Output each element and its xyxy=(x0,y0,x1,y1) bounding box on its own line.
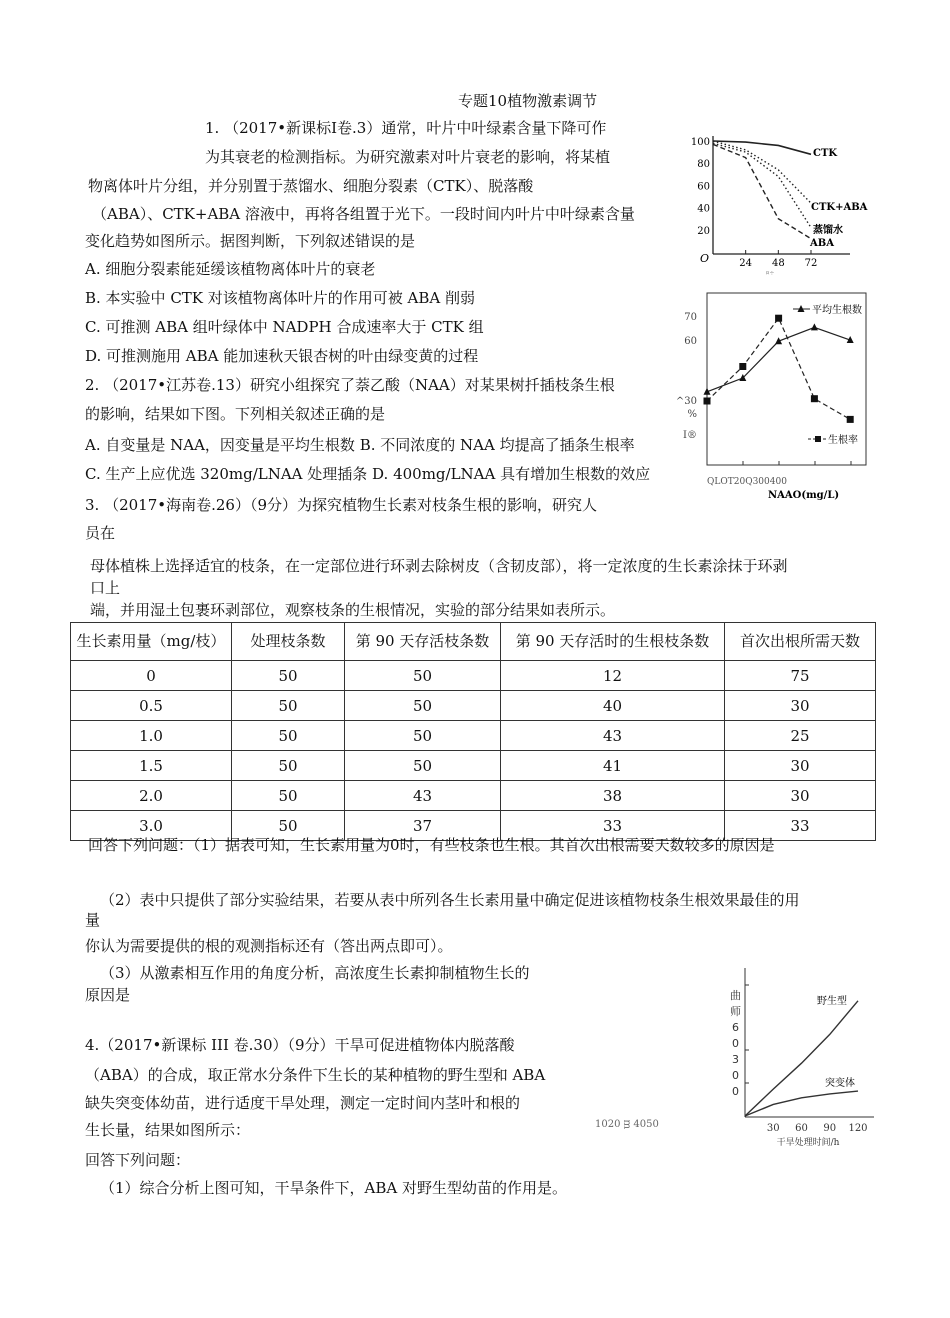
table-cell: 50 xyxy=(345,721,501,751)
page-title: 专题10植物激素调节 xyxy=(458,92,598,110)
q3-answer-2b: 量 xyxy=(85,911,101,929)
header-cell: 首次出根所需天数 xyxy=(725,623,876,661)
table-cell: 50 xyxy=(232,721,345,751)
legend-label: 平均生根数 xyxy=(812,305,862,316)
table-cell: 43 xyxy=(345,781,501,811)
data-point-square xyxy=(704,398,711,405)
table-cell: 50 xyxy=(232,661,345,691)
data-point-triangle xyxy=(811,323,818,330)
header-cell: 第 90 天存活时的生根枝条数 xyxy=(501,623,725,661)
legend-marker-square xyxy=(815,436,821,442)
growth-chart-y-axis-label: 曲师60300 xyxy=(730,989,741,1098)
y-tick-label: % xyxy=(687,409,697,420)
table-cell: 50 xyxy=(232,751,345,781)
y-tick-label: 20 xyxy=(697,225,710,237)
y-tick-label: 60 xyxy=(697,181,710,193)
series-label: CTK+ABA xyxy=(811,202,868,213)
q3-line: 口上 xyxy=(90,579,121,597)
y-tick-label: 100 xyxy=(690,137,710,148)
q1-line: （ABA）、CTK+ABA 溶液中，再将各组置于光下。一段时间内叶片中叶绿素含量 xyxy=(92,205,635,223)
data-point-square xyxy=(775,315,782,322)
q3-line: 母体植株上选择适宜的枝条，在一定部位进行环剥去除树皮（含韧皮部），将一定浓度的生长素涂抹于环剥 xyxy=(90,557,788,575)
x-axis-label: ¤÷ xyxy=(765,270,775,277)
y-tick-label: ^30 xyxy=(675,396,697,407)
q3-answer-2c: 你认为需要提供的根的观测指标还有（答出两点即可）。 xyxy=(85,937,453,955)
table-cell: 50 xyxy=(232,811,345,841)
table-cell: 0 xyxy=(71,661,232,691)
q2-options-cd: C. 生产上应优选 320mg/LNAA 处理插条 D. 400mg/LNAA 具有增加生根数的效应 xyxy=(85,465,651,483)
table-cell: 25 xyxy=(725,721,876,751)
series-label: 突变体 xyxy=(825,1078,855,1089)
q3-line: 3. （2017•海南卷.26）（9分）为探究植物生长素对枝条生根的影响，研究人 xyxy=(85,496,598,514)
header-cell: 处理枝条数 xyxy=(232,623,345,661)
legend-label: 生根率 xyxy=(828,435,858,446)
y-tick-label: 80 xyxy=(697,159,710,171)
y-tick-label: 40 xyxy=(697,203,710,215)
series-line-1 xyxy=(707,318,850,419)
table-cell: 1.0 xyxy=(71,721,232,751)
q3-answer-1: 回答下列问题：（1）据表可知，生长素用量为0时，有些枝条也生根。其首次出根需要天数较多的原因是 xyxy=(88,836,775,854)
data-point-square xyxy=(739,363,746,370)
table-cell: 38 xyxy=(501,781,725,811)
q3-line: 员在 xyxy=(85,524,116,542)
table-cell: 37 xyxy=(345,811,501,841)
q1-option-a: A. 细胞分裂素能延缓该植物离体叶片的衰老 xyxy=(85,260,376,278)
q4-line: 4.（2017•新课标 III 卷.30）（9分）干旱可促进植物体内脱落酸 xyxy=(85,1036,515,1054)
series-line-0 xyxy=(745,1001,858,1116)
series-label: ABA xyxy=(810,238,834,249)
table-cell: 50 xyxy=(232,691,345,721)
series-line-1 xyxy=(745,1091,858,1116)
x-tick-label: 24 xyxy=(739,258,753,269)
q1-line: 变化趋势如图所示。据图判断，下列叙述错误的是 xyxy=(85,232,416,250)
series-label: 野生型 xyxy=(817,996,847,1007)
q2-line: 的影响，结果如下图。下列相关叙述正确的是 xyxy=(85,405,386,423)
q2-line: 2. （2017•江苏卷.13）研究小组探究了萘乙酸（NAA）对某果树扦插枝条生根 xyxy=(85,376,615,394)
table-cell: 30 xyxy=(725,751,876,781)
header-cell: 生长素用量（mg/枝） xyxy=(71,623,232,661)
q2-options-ab: A. 自变量是 NAA，因变量是平均生根数 B. 不同浓度的 NAA 均提高了插条生根率 xyxy=(85,436,635,454)
header-cell: 第 90 天存活枝条数 xyxy=(345,623,501,661)
q3-answer-3b: 原因是 xyxy=(85,986,131,1004)
x-tick-label: 72 xyxy=(804,258,818,269)
x-axis-label: NAAO(mg/L) xyxy=(768,490,840,501)
y-tick-label: 60 xyxy=(684,336,697,347)
table-cell: 33 xyxy=(501,811,725,841)
q3-line: 端，并用湿土包裹环剥部位，观察枝条的生根情况，实验的部分结果如表所示。 xyxy=(90,601,616,619)
q1-line: 1. （2017•新课标Ⅰ卷.3）通常，叶片中叶绿素含量下降可作 xyxy=(205,119,607,137)
table-cell: 50 xyxy=(345,661,501,691)
q1-line: 物离体叶片分组，并分别置于蒸馏水、细胞分裂素（CTK）、脱落酸 xyxy=(88,177,534,195)
x-tick-label: 120 xyxy=(848,1123,868,1134)
x-tick-label: 48 xyxy=(771,258,785,269)
table-cell: 2.0 xyxy=(71,781,232,811)
table-cell: 50 xyxy=(232,781,345,811)
x-tick-label: 30 xyxy=(766,1123,780,1134)
table-cell: 75 xyxy=(725,661,876,691)
origin-label: O xyxy=(700,252,710,265)
table-cell: 50 xyxy=(345,751,501,781)
x-tick-labels: QLOT20Q300400 xyxy=(707,477,787,487)
q3-answer-2: （2）表中只提供了部分实验结果，若要从表中所列各生长素用量中确定促进该植物枝条生根效果最佳的用 xyxy=(100,891,800,909)
table-cell: 33 xyxy=(725,811,876,841)
series-line-0 xyxy=(713,141,811,154)
table-cell: 1.5 xyxy=(71,751,232,781)
q1-option-d: D. 可推测施用 ABA 能加速秋天银杏树的叶由绿变黄的过程 xyxy=(85,347,479,365)
data-point-square xyxy=(811,395,818,402)
series-line-2 xyxy=(713,143,811,227)
table-cell: 43 xyxy=(501,721,725,751)
q4-question-1: （1）综合分析上图可知，干旱条件下，ABA 对野生型幼苗的作用是。 xyxy=(100,1179,568,1197)
q4-line: 回答下列问题： xyxy=(85,1151,191,1169)
data-point-square xyxy=(847,416,854,423)
series-label: 蒸馏水 xyxy=(813,225,843,236)
q4-line: 缺失突变体幼苗，进行适度干旱处理，测定一定时间内茎叶和根的 xyxy=(85,1094,521,1112)
q4-line: 生长量，结果如图所示： xyxy=(85,1121,251,1139)
table-cell: 40 xyxy=(501,691,725,721)
q1-option-c: C. 可推测 ABA 组叶绿体中 NADPH 合成速率大于 CTK 组 xyxy=(85,318,484,336)
series-label: CTK xyxy=(813,148,838,159)
x-tick-label: 60 xyxy=(795,1123,808,1134)
y-tick-label: 70 xyxy=(684,312,697,323)
table-cell: 50 xyxy=(345,691,501,721)
table-cell: 30 xyxy=(725,691,876,721)
table-cell: 30 xyxy=(725,781,876,811)
series-line-3 xyxy=(713,144,811,238)
q4-line: （ABA）的合成，取正常水分条件下生长的某种植物的野生型和 ABA xyxy=(85,1066,546,1084)
stray-caption: 1020 ᴟ 4050 xyxy=(595,1119,659,1130)
q3-answer-3: （3）从激素相互作用的角度分析，高浓度生长素抑制植物生长的 xyxy=(100,964,530,982)
table-cell: 41 xyxy=(501,751,725,781)
q1-option-b: B. 本实验中 CTK 对该植物离体叶片的作用可被 ABA 削弱 xyxy=(85,289,476,307)
q1-line: 为其衰老的检测指标。为研究激素对叶片衰老的影响，将某植 xyxy=(205,148,611,166)
table-cell: 3.0 xyxy=(71,811,232,841)
table-cell: 0.5 xyxy=(71,691,232,721)
x-tick-label: 90 xyxy=(823,1123,837,1134)
series-line-0 xyxy=(707,327,850,391)
x-axis-label: 干旱处理时间/h xyxy=(776,1138,840,1148)
table-cell: 12 xyxy=(501,661,725,691)
y-tick-label: I® xyxy=(683,430,697,441)
